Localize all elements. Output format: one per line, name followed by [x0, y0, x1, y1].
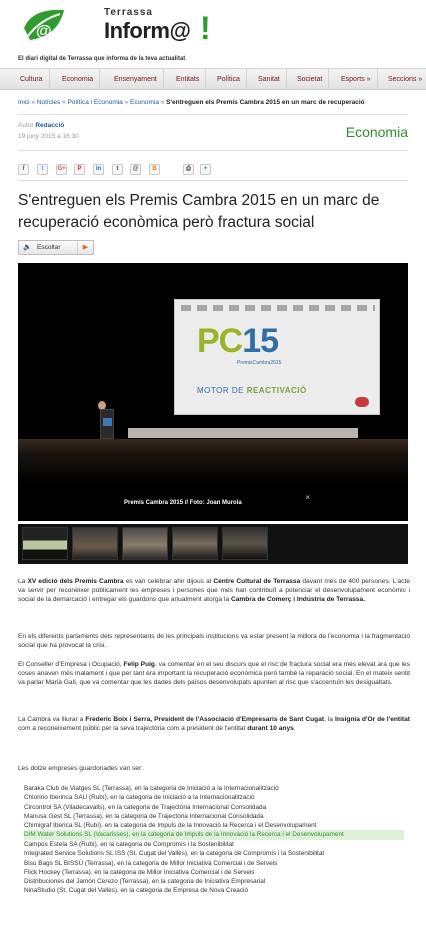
text-run: , va comentar en el seu discurs que el risc de fractura social era més elevat ara que les coses anaven més malament i que per tant era important la recuperació econòmica però també la reparació social. En el mateix sentit va parlar Marià Galí, que va comentar que les dades dels països desenvolupats apunten al risc que s'accentuïn les desigualtats.: [18, 661, 411, 687]
breadcrumb: [18, 99, 426, 109]
list-item-highlighted: DIM Water Solutions SL (Vacarisses), en la categoria de Impuls de la Innovació la Recerca i el Desenvolupament: [24, 830, 404, 840]
blogger-icon[interactable]: B: [149, 164, 160, 175]
listen-button-label: Escoltar: [37, 244, 61, 251]
text-bold: durant 10 anys: [247, 725, 294, 733]
text-bold: Centre Cultural de Terrassa: [213, 578, 301, 585]
tumblr-icon[interactable]: t: [112, 164, 123, 175]
article-paragraph: En els diferents parlaments dels representants de les principals institucions va estar present la millora de l'economia i la fragmentació social que ha provocat la crisi.: [18, 633, 410, 650]
site-logo[interactable]: [18, 4, 228, 50]
article-author: [18, 122, 64, 129]
site-header: [0, 0, 426, 66]
logo-exclamation: !: [200, 10, 211, 46]
list-item: Integrated Service Solutions SL ISS (St. Cugat del Vallès), en la categoria de Compromís i la Sostenibilitat: [24, 850, 325, 858]
text-run: La Cambra va lliurar a: [18, 716, 86, 723]
article-paragraph: [18, 715, 410, 733]
nav-item-societat[interactable]: Societat: [291, 69, 329, 90]
article-photo[interactable]: [18, 263, 408, 521]
pc15-logo: [197, 322, 278, 361]
divider: [18, 150, 408, 151]
article-paragraph: [18, 577, 410, 605]
play-icon[interactable]: ▶: [77, 241, 93, 254]
text-run: .: [293, 725, 296, 733]
sponsor-logos: [181, 305, 375, 311]
gallery-thumbnail[interactable]: [72, 527, 118, 560]
speaker-icon: 🔈: [23, 244, 32, 251]
text-run: La: [18, 578, 28, 585]
logo-text-main: Inform@: [104, 18, 191, 43]
close-icon[interactable]: ×: [305, 493, 310, 502]
pinterest-icon[interactable]: P: [74, 164, 85, 175]
list-item: Flick Hockey (Terrassa), en la categoria de Millor Iniciativa Comercial i de Serveis: [24, 868, 255, 876]
text-bold: Cambra de Comerç i Indústria de Terrassa.: [230, 596, 365, 604]
nav-item-esports[interactable]: Esports »: [335, 69, 378, 90]
text-run: davant més de 400 persones. L'acte va servir per reconèixer públicament les empreses i persones que més han contribuït a potenciar el desenvolupament econòmic i social de la demarcació i entregar els guardons que anualment atorga la: [18, 578, 410, 604]
gallery-thumbnail[interactable]: [22, 527, 68, 560]
screen-subtitle: PremisCambra2015: [237, 360, 282, 366]
main-nav: [0, 68, 426, 90]
email-icon[interactable]: @: [130, 164, 141, 175]
nav-item-ensenyament[interactable]: Ensenyament: [108, 69, 164, 90]
text-bold: Felip Puig: [123, 661, 155, 668]
screen-motto: [197, 386, 307, 395]
nav-item-economia[interactable]: Economia: [56, 69, 100, 90]
divider: [18, 114, 408, 115]
breadcrumb-current: S'entreguen els Premis Cambra 2015 en un marc de recuperació: [166, 99, 365, 106]
podium-logo-icon: [103, 418, 112, 426]
breadcrumb-link-noticies[interactable]: Notícies: [36, 99, 61, 106]
cambra-logo-icon: [355, 397, 369, 407]
print-icon[interactable]: ⎙: [183, 164, 194, 175]
breadcrumb-link-economia[interactable]: Economia: [130, 99, 159, 106]
list-item: Chimigraf Iberica SL (Rubí), en la categoria de Impuls de la Innovació la Recerca i el Desenvolupament: [24, 822, 317, 830]
site-tagline: El diari digital de Terrassa que informa de la teva actualitat: [18, 56, 186, 62]
pc-number: 15: [242, 322, 279, 360]
list-item: Circontrol SA (Viladecavalls), en la categoria de Trajectòria Internacional Consolidada: [24, 803, 267, 811]
text-bold: Insígnia d'Or de l'entitat: [334, 716, 410, 723]
nav-item-seccions[interactable]: Seccions »: [382, 69, 426, 90]
breadcrumb-separator: »: [160, 99, 167, 106]
listen-button[interactable]: [18, 240, 94, 255]
breadcrumb-separator: »: [31, 99, 37, 106]
stage-bench: [128, 428, 358, 438]
twitter-icon[interactable]: t: [37, 164, 48, 175]
photo-caption: [116, 495, 316, 513]
list-item: Campos Estela SA (Rubí), en la categoria de Compromís i la Sostenibilitat: [24, 840, 234, 848]
list-item: NinaStudio (St. Cugat del Vallès), en la categoria de Empresa de Nova Creació: [24, 887, 249, 895]
text-run: com a reconeixement públic per la seva trajectòria com a president de l'entitat: [18, 725, 248, 733]
text-bold: XV edició dels Premis Cambra: [27, 578, 124, 585]
article-section[interactable]: Economia: [345, 124, 408, 140]
share-icon[interactable]: +: [200, 164, 211, 175]
google-plus-icon[interactable]: G+: [56, 164, 67, 175]
divider: [18, 180, 408, 181]
svg-text:@: @: [36, 23, 52, 40]
breadcrumb-link-politica-economia[interactable]: Política i Economia: [67, 99, 123, 106]
article-date: 19 juny 2015 a 16:30: [18, 133, 79, 140]
gallery-thumbnails: [18, 524, 408, 564]
breadcrumb-link-inici[interactable]: Inici: [18, 99, 30, 106]
article-paragraph: [18, 660, 410, 688]
article-title: S'entreguen els Premis Cambra 2015 en un marc de recuperació econòmica però fractura social: [18, 192, 380, 231]
nav-item-cultura[interactable]: Cultura: [14, 69, 50, 90]
stage: [18, 439, 408, 453]
gallery-thumbnail[interactable]: [222, 527, 268, 560]
linkedin-icon[interactable]: in: [93, 164, 104, 175]
facebook-icon[interactable]: f: [18, 164, 29, 175]
list-item: Distribuciones del Jamón Cerezo (Terrassa), en la categoria de Iniciativa Empresarial: [24, 878, 266, 886]
breadcrumb-separator: »: [124, 99, 131, 106]
breadcrumb-separator: »: [62, 99, 68, 106]
motto-part-b: REACTIVACIÓ: [246, 386, 307, 395]
nav-item-entitats[interactable]: Entitats: [170, 69, 206, 90]
nav-item-sanitat[interactable]: Sanitat: [252, 69, 287, 90]
article-paragraph: Les dotze empreses guardonades van ser:: [18, 765, 143, 772]
pc-letters: PC: [197, 322, 243, 360]
author-prefix: Autor: [18, 122, 34, 129]
nav-item-politica[interactable]: Política: [211, 69, 247, 90]
stage-floor: [18, 453, 408, 483]
logo-text-top: Terrassa: [104, 7, 153, 18]
author-link[interactable]: Redacció: [35, 122, 65, 129]
gallery-thumbnail[interactable]: [172, 527, 218, 560]
text-bold: Frederic Boix i Serra, President de l'Associació d'Empresaris de Sant Cugat: [85, 716, 325, 723]
list-item: Chlorino Iberinca SAU (Rubí), en la categoria de Iniciació a la Internacionalització: [24, 794, 255, 802]
list-item: Baraka Club de Viatges SL (Terrassa), en la categoria de Iniciació a la Internacionalització: [24, 785, 279, 792]
text-run: , la: [324, 716, 335, 723]
podium: [100, 409, 114, 439]
leaf-logo-icon: [22, 6, 66, 46]
text-run: es van celebrar ahir dijous al: [123, 578, 214, 585]
list-item: Manusa Gest SL (Terrassa), en la categoria de Trajectòria Internacional Consolidada: [24, 812, 264, 820]
winners-list: [24, 784, 404, 896]
list-item: Bisu Bags SL BISSÚ (Terrassa), en la categoria de Millor Iniciativa Comercial i de Serveis: [24, 859, 278, 867]
text-run: El Conseller d'Empresa i Ocupació,: [18, 661, 124, 668]
motto-part-a: MOTOR DE: [197, 386, 247, 395]
photo-caption-text: Premis Cambra 2015 // Foto: Joan Murola: [124, 500, 242, 506]
projection-screen: [174, 299, 380, 415]
gallery-thumbnail[interactable]: [122, 527, 168, 560]
